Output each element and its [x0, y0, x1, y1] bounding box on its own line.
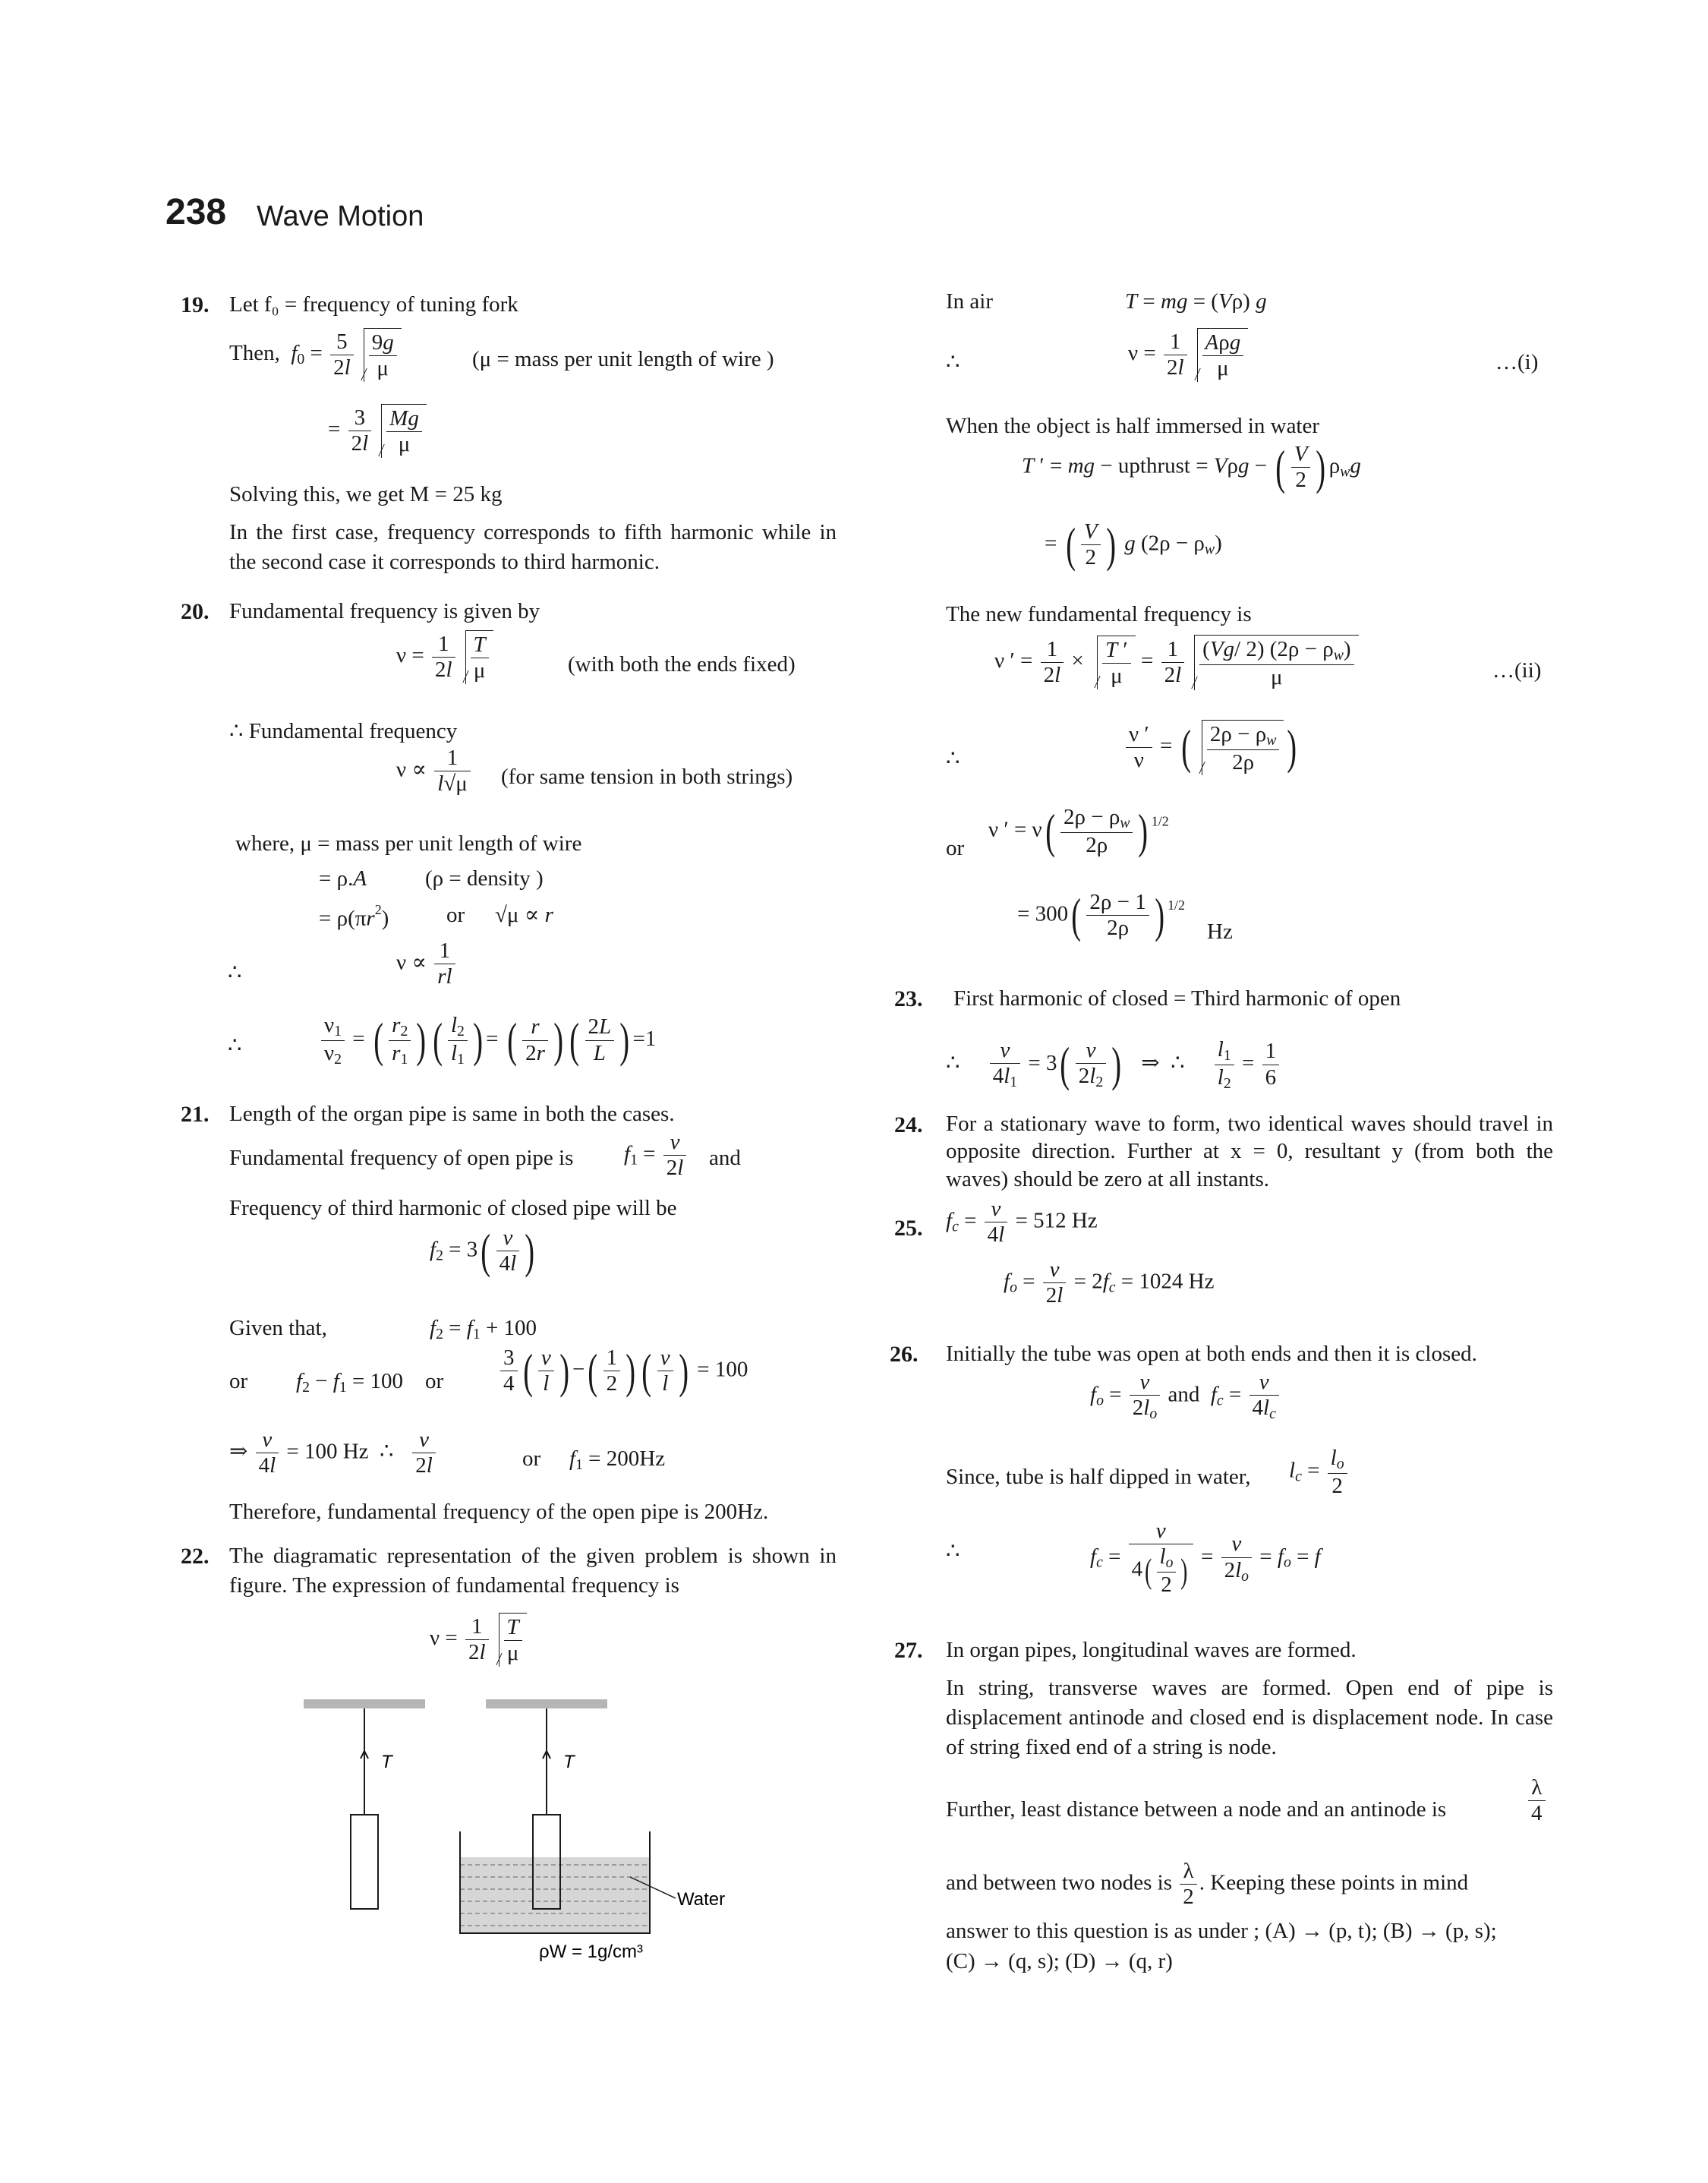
q20-rhoA: = ρ.A — [319, 866, 367, 891]
q20-ratio: $\frac{\nu_1}{\nu_2}$ = ( $\frac{r_2}{r_1}$ ) ( $\frac{l_2}{l_1}$ ) = ( $\frac{r}{2r}$ ) ( $\frac{2L}{L}$ ) =1 — [319, 1013, 656, 1068]
therefore-symbol: ∴ — [228, 1033, 242, 1058]
q27-between: and between two nodes is — [946, 1870, 1172, 1895]
question-number-19: 19. — [181, 292, 210, 317]
eq-ii-tag: …(ii) — [1492, 658, 1542, 683]
q21-given: Given that, — [229, 1316, 327, 1340]
q21-f1: $f_1$ = $\frac{v}{2l}$ — [624, 1130, 689, 1181]
q21-given-eq: $f_2 = f_1 + 100$ — [430, 1316, 537, 1342]
q27-least: Further, least distance between a node and an antinode is — [946, 1797, 1447, 1822]
then-label: Then, — [229, 341, 280, 365]
therefore-symbol: ∴ — [946, 350, 960, 374]
upthrust-word: upthrust — [1117, 453, 1190, 478]
question-number-25: 25. — [894, 1216, 923, 1241]
therefore-symbol: ∴ — [946, 746, 960, 771]
q25-fo: $f_o$ = $\frac{v}{2l}$ = $2f_c = 1024$ Hz — [1004, 1257, 1215, 1308]
q20-rpi: = $\rho(\pi r^2)$ — [319, 902, 389, 931]
q20-prop: ν ∝ $\frac{1}{l√\mu}$ — [396, 746, 473, 797]
mu-note: (μ = mass per unit length of wire ) — [472, 347, 774, 371]
q20-prop2: ν ∝ $\frac{1}{rl}$ — [396, 939, 458, 990]
half-immersed-text: When the object is half immersed in water — [946, 414, 1320, 438]
q21-and: and — [709, 1146, 741, 1170]
both-fixed-note: (with both the ends fixed) — [568, 652, 796, 677]
therefore-symbol: ∴ — [228, 961, 242, 985]
q26-result: $f_c$ = v 4( $\frac{l_o}{2}$ ) = $\frac{v}{2l_o}$ = $f_o = f$ — [1090, 1519, 1321, 1597]
q27-para: In string, transverse waves are formed. Open end of pipe is displacement antinode and closed end is displacement node. In case of string fixed end of a string is node. — [946, 1676, 1553, 1760]
q23-text: First harmonic of closed = Third harmonic of open — [953, 986, 1401, 1011]
question-number-26: 26. — [890, 1342, 919, 1367]
tension-label-left: T — [381, 1752, 392, 1772]
q21-therefore: Therefore, fundamental frequency of the open pipe is 200Hz. — [229, 1500, 769, 1524]
fc-value: = 512 Hz — [1015, 1208, 1098, 1233]
q27-keeping: . Keeping these points in mind — [1199, 1870, 1469, 1895]
question-number-24: 24. — [894, 1112, 923, 1137]
page-number: 238 — [165, 192, 227, 232]
q27-answer1: answer to this question is as under ; (A) → (p, t); (B) → (p, s); — [946, 1919, 1497, 1943]
q21-implies: ⇒ $\frac{v}{4l}$ = 100 Hz ∴ $\frac{v}{2l}$ — [229, 1427, 438, 1479]
q27-answer2: (C) → (q, s); (D) → (q, r) — [946, 1949, 1173, 1973]
q20-fund: ∴ Fundamental frequency — [229, 719, 458, 743]
vprime-value: = 300( $\frac{2\rho - 1}{2\rho}$ ) $^{1/2}$ — [1017, 888, 1186, 942]
q27-lambda4: $\frac{\lambda}{4}$ — [1526, 1775, 1548, 1827]
q19-eq1: Then, $f_0$ = $\frac{5}{2l}$ $\frac{9g}{\mu}$ — [229, 328, 402, 382]
q21-or-f1: or — [522, 1446, 541, 1471]
q22b-or: or — [946, 836, 965, 860]
eq-100hz: = 100 Hz — [286, 1439, 369, 1464]
problem-figure — [296, 1698, 782, 1964]
q23-eq: ∴ $\frac{v}{4l_1}$ = 3( $\frac{v}{2l_2}$ ) ⇒ ∴ $\frac{l_1}{l_2}$ = $\frac{1}{6}$ — [946, 1037, 1281, 1092]
q27-line1: In organ pipes, longitudinal waves are formed. — [946, 1638, 1357, 1662]
density-note: (ρ = density ) — [425, 866, 544, 891]
q20-intro: Fundamental frequency is given by — [229, 599, 540, 623]
water-label: Water — [677, 1889, 726, 1910]
q20-where: where, μ = mass per unit length of wire — [235, 831, 582, 856]
ratio-eq: $\frac{\nu '}{\nu}$ = ( $\frac{2\rho - \rho_w}{2\rho}$ ) — [1123, 720, 1300, 775]
q25-fc: $f_c$ = $\frac{v}{4l}$ = 512 Hz — [946, 1197, 1098, 1248]
same-tension-note: (for same tension in both strings) — [501, 765, 793, 789]
in-air-label: In air — [946, 289, 993, 314]
f1-200-value: = 200Hz — [588, 1446, 666, 1471]
q19-harmonic: In the first case, frequency corresponds to fifth harmonic while in the second case it corresponds to third harmonic. — [229, 520, 837, 575]
eq-i-tag: …(i) — [1495, 350, 1539, 374]
vprime-eq: ν ′ = ν( $\frac{2\rho - \rho_w}{2\rho}$ ) $^{1/2}$ — [988, 803, 1169, 858]
ceiling-support-right — [486, 1699, 607, 1708]
tprime-eq: T ′ = mg − upthrust = Vρg − ( $\frac{V}{2}$ ) $\rho_wg$ — [1022, 440, 1361, 494]
q21-f2: $f_2 = 3$( $\frac{v}{4l}$ ) — [430, 1223, 535, 1278]
q20-or: or — [446, 903, 465, 927]
q21-line3: Frequency of third harmonic of closed pipe will be — [229, 1196, 677, 1220]
q19-intro: Let f₀ = frequency of tuning fork — [229, 292, 518, 317]
question-number-23: 23. — [894, 986, 923, 1011]
q20-sqrtmu: √μ ∝ r — [495, 903, 553, 927]
cylinder-in-air — [351, 1815, 378, 1909]
question-number-22: 22. — [181, 1544, 210, 1569]
tension-air-eq: T = mg = (Vρ) g — [1125, 289, 1267, 314]
therefore-symbol: ∴ — [946, 1539, 960, 1563]
q22-text: The diagramatic representation of the given problem is shown in figure. The expression of fundamental frequency is — [229, 1544, 837, 1598]
value-300: = 300 — [1017, 901, 1069, 926]
hz-unit: Hz — [1207, 920, 1233, 944]
question-number-27: 27. — [894, 1638, 923, 1663]
question-number-21: 21. — [181, 1102, 210, 1127]
q21-line1: Length of the organ pipe is same in both the cases. — [229, 1102, 675, 1126]
q26-text: Initially the tube was open at both ends and then it is closed. — [946, 1342, 1477, 1366]
fo-value: = 1024 Hz — [1120, 1269, 1215, 1294]
q26-lc: $l_c$ = $\frac{l_o}{2}$ — [1289, 1446, 1350, 1499]
q26-and: and — [1168, 1382, 1200, 1407]
eq-i-formula: ν = $\frac{1}{2l}$ Aρg μ — [1128, 328, 1248, 382]
eq-ii-formula: ν ′ = $\frac{1}{2l}$ × $\frac{T '}{\mu}$ = $\frac{1}{2l}$ $\frac{(Vg/ 2) (2\rho - \rho_w)}{\mu}$ — [994, 635, 1359, 690]
q21-f1-200: $f_1 = 200Hz$ — [569, 1446, 666, 1473]
chapter-title: Wave Motion — [257, 200, 424, 232]
q19-eq2: = $\frac{3}{2l}$ $\frac{Mg}{\mu}$ — [328, 404, 427, 458]
q19-solve: Solving this, we get M = 25 kg — [229, 482, 503, 506]
q21-or: or — [229, 1369, 248, 1393]
tension-label-right: T — [563, 1752, 575, 1772]
tprime-eq2: = ( $\frac{V}{2}$ ) g $(2\rho - \rho_w)$ — [1045, 517, 1222, 572]
q20-eq1: ν = $\frac{1}{2l}$ $\frac{T}{\mu}$ — [396, 630, 493, 684]
eq-100: = 100 — [697, 1357, 748, 1382]
q26-dipped: Since, tube is half dipped in water, — [946, 1465, 1251, 1489]
q22-eq: ν = $\frac{1}{2l}$ $\frac{T}{\mu}$ — [430, 1613, 527, 1667]
q21-diff2: $\frac{3}{4}$ ( $\frac{v}{l}$ ) −( $\frac{1}{2}$ ) ( $\frac{v}{l}$ ) = 100 — [498, 1345, 748, 1397]
water-level — [460, 1857, 650, 1933]
new-freq-text: The new fundamental frequency is — [946, 602, 1252, 626]
density-label: ρW = 1g/cm³ — [539, 1942, 644, 1962]
q27-between-line: and between two nodes is $\frac{\lambda}{2}$ . Keeping these points in mind — [946, 1859, 1469, 1910]
q26-freqs: $f_o$ = $\frac{v}{2l_o}$ and $f_c$ = $\frac{v}{4l_c}$ — [1090, 1370, 1281, 1423]
question-number-20: 20. — [181, 599, 210, 624]
q24-text: For a stationary wave to form, two identical waves should travel in opposite direction. Further at x = 0, resultant y (from both the waves) should be zero at all instants. — [946, 1112, 1553, 1191]
q21-line2: Fundamental frequency of open pipe is — [229, 1146, 574, 1170]
ceiling-support-left — [304, 1699, 425, 1708]
q21-diff: $f_2 - f_1 = 100$ or — [296, 1369, 444, 1396]
